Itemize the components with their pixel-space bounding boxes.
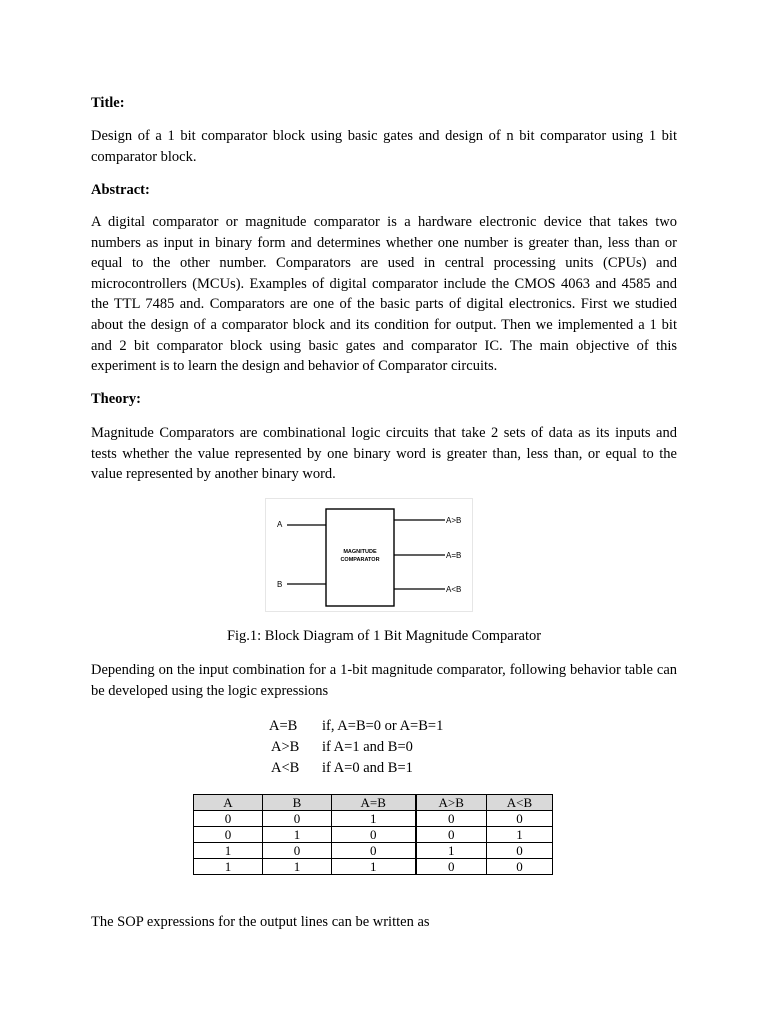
abstract-text: A digital comparator or magnitude comparator is a hardware electronic device that takes two numbers as input in binary form and determines whether one number is greater than, less than or equal to the other number. Comparators are used in central processing units (CPUs) and microcontrollers (MCUs). Examples of digital comparator include the CMOS 4063 and 4585 and the TTL 7485 and. Comparators are one of the basic parts of digital electronics. First we studied about the design of a comparator block and its condition for output. Then we implemented a 1 bit and 2 bit comparator block using basic gates and comparator IC. The main objective of this experiment is to learn the design and behavior of Comparator circuits. <box>91 214 677 375</box>
header-a: A <box>194 795 263 811</box>
table-cell: 0 <box>487 859 553 875</box>
output-gt-label: A>B <box>446 516 462 525</box>
header-eq: A=B <box>332 795 416 811</box>
condition-eq-label: A=B <box>269 718 298 734</box>
block-label-2: COMPARATOR <box>340 557 380 563</box>
output-eq-label: A=B <box>446 551 462 560</box>
table-cell: 1 <box>194 843 263 859</box>
table-cell: 0 <box>332 843 416 859</box>
output-lt-label: A<B <box>446 585 462 594</box>
input-b-label: B <box>277 580 283 589</box>
header-lt: A<B <box>487 795 553 811</box>
figure-caption: Fig.1: Block Diagram of 1 Bit Magnitude Comparator <box>226 628 542 644</box>
table-cell: 1 <box>487 827 553 843</box>
header-b: B <box>263 795 332 811</box>
table-cell: 0 <box>263 811 332 827</box>
block-diagram <box>265 498 473 612</box>
table-row <box>194 827 553 843</box>
table-row <box>194 811 553 827</box>
condition-lt-label: A<B <box>271 760 300 776</box>
table-cell: 1 <box>263 827 332 843</box>
table-cell: 1 <box>194 859 263 875</box>
block-label-1: MAGNITUDE <box>343 549 377 555</box>
behavior-intro: Depending on the input combination for a 1-bit magnitude comparator, following behavior table can be developed using the logic expressions <box>91 662 677 699</box>
table-cell: 0 <box>194 811 263 827</box>
table-cell: 0 <box>416 811 487 827</box>
table-row <box>194 859 553 875</box>
header-gt: A>B <box>416 795 487 811</box>
theory-text: Magnitude Comparators are combinational logic circuits that take 2 sets of data as its inputs and tests whether the value represented by one binary word is greater than, less than, or equal to the value represented by another binary word. <box>91 425 677 483</box>
table-cell: 0 <box>487 843 553 859</box>
title-heading: Title: <box>91 95 125 111</box>
condition-gt-label: A>B <box>271 739 300 755</box>
table-cell: 0 <box>416 827 487 843</box>
truth-table <box>193 794 553 875</box>
input-a-label: A <box>277 520 283 529</box>
table-cell: 0 <box>194 827 263 843</box>
condition-lt-rule: if A=0 and B=1 <box>322 760 413 776</box>
theory-heading: Theory: <box>91 391 141 407</box>
table-cell: 0 <box>263 843 332 859</box>
condition-eq-rule: if, A=B=0 or A=B=1 <box>322 718 444 734</box>
table-cell: 1 <box>332 811 416 827</box>
condition-gt-rule: if A=1 and B=0 <box>322 739 413 755</box>
table-cell: 1 <box>416 843 487 859</box>
title-text: Design of a 1 bit comparator block using basic gates and design of n bit comparator using 1 bit comparator block. <box>91 128 677 165</box>
table-cell: 0 <box>416 859 487 875</box>
table-cell: 1 <box>263 859 332 875</box>
truth-table-header <box>194 795 553 811</box>
table-cell: 1 <box>332 859 416 875</box>
sop-text: The SOP expressions for the output lines can be written as <box>91 914 430 930</box>
table-row <box>194 843 553 859</box>
table-cell: 0 <box>332 827 416 843</box>
abstract-heading: Abstract: <box>91 182 150 198</box>
table-cell: 0 <box>487 811 553 827</box>
